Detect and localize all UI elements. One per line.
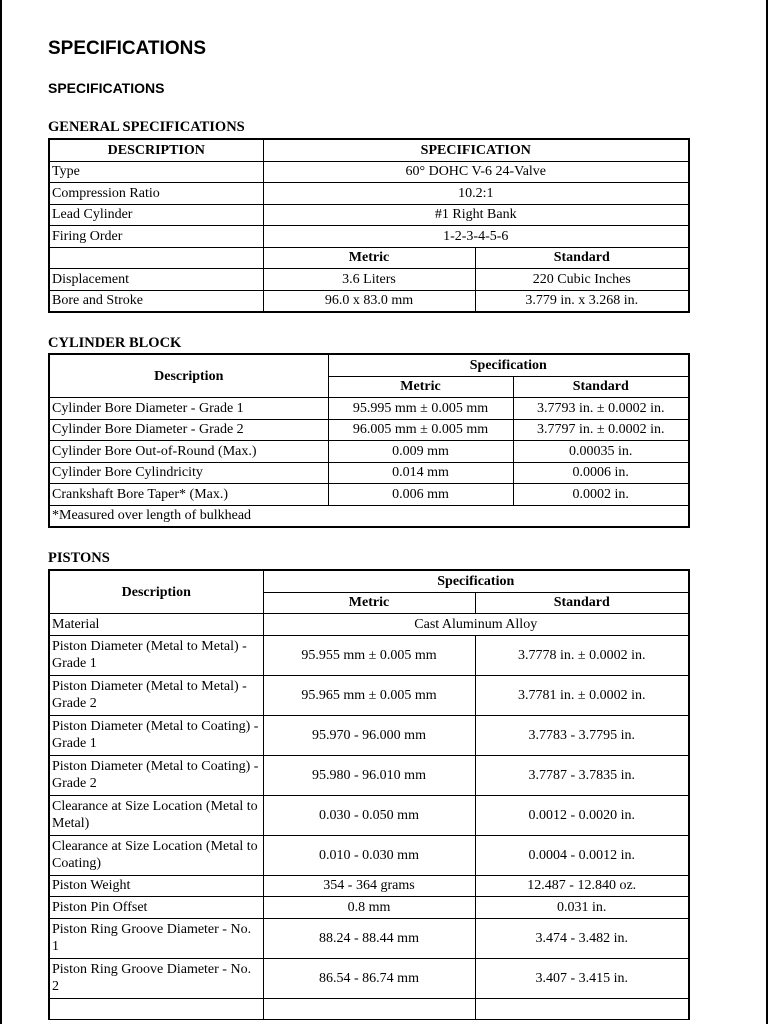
standard-value: 3.7778 in. ± 0.0002 in.	[475, 635, 689, 675]
row-value: 1-2-3-4-5-6	[263, 226, 689, 248]
metric-value: 0.009 mm	[328, 441, 513, 463]
table-row	[49, 635, 689, 675]
table-row	[49, 715, 689, 755]
table-row	[49, 918, 689, 958]
table-row	[49, 675, 689, 715]
empty-cell	[49, 998, 263, 1020]
row-label: Piston Pin Offset	[49, 897, 263, 919]
standard-value: 0.0004 - 0.0012 in.	[475, 835, 689, 875]
row-label: Bore and Stroke	[49, 290, 263, 312]
standard-value: 3.7783 - 3.7795 in.	[475, 715, 689, 755]
table-row	[49, 462, 689, 484]
standard-value: 3.7793 in. ± 0.0002 in.	[513, 398, 689, 420]
cylinder-block-heading: CYLINDER BLOCK	[48, 335, 182, 351]
column-header-standard: Standard	[513, 376, 689, 398]
metric-value: 96.005 mm ± 0.005 mm	[328, 419, 513, 441]
row-label: Cylinder Bore Diameter - Grade 2	[49, 419, 328, 441]
table-row	[49, 269, 689, 291]
column-header-specification: Specification	[263, 570, 689, 592]
empty-cell	[49, 247, 263, 269]
standard-value: 0.0006 in.	[513, 462, 689, 484]
column-header-metric: Metric	[263, 592, 475, 614]
row-label: Cylinder Bore Out-of-Round (Max.)	[49, 441, 328, 463]
empty-cell	[475, 998, 689, 1020]
metric-value: 86.54 - 86.74 mm	[263, 958, 475, 998]
footnote: *Measured over length of bulkhead	[49, 505, 689, 527]
table-row	[49, 755, 689, 795]
general-specifications-heading: GENERAL SPECIFICATIONS	[48, 119, 245, 135]
metric-value: 354 - 364 grams	[263, 875, 475, 897]
column-header-description: DESCRIPTION	[49, 139, 263, 161]
table-row	[49, 398, 689, 420]
table-row	[49, 614, 689, 636]
metric-value: 3.6 Liters	[263, 269, 475, 291]
empty-cell	[263, 998, 475, 1020]
row-value: 60° DOHC V-6 24-Valve	[263, 161, 689, 183]
standard-value: 0.031 in.	[475, 897, 689, 919]
metric-value: 95.965 mm ± 0.005 mm	[263, 675, 475, 715]
row-label: Piston Diameter (Metal to Metal) - Grade 2	[49, 675, 263, 715]
row-label: Piston Diameter (Metal to Coating) - Grade 2	[49, 755, 263, 795]
row-label: Piston Ring Groove Diameter - No. 1	[49, 918, 263, 958]
standard-value: 3.779 in. x 3.268 in.	[475, 290, 689, 312]
general-specifications-table	[48, 138, 690, 313]
column-header-standard: Standard	[475, 592, 689, 614]
column-header-metric: Metric	[328, 376, 513, 398]
column-header-description: Description	[49, 354, 328, 398]
column-header-specification: SPECIFICATION	[263, 139, 689, 161]
standard-value: 0.0002 in.	[513, 484, 689, 506]
row-label: Crankshaft Bore Taper* (Max.)	[49, 484, 328, 506]
row-label: Clearance at Size Location (Metal to Metal)	[49, 795, 263, 835]
cylinder-block-table	[48, 353, 690, 528]
metric-value: 0.014 mm	[328, 462, 513, 484]
column-header-standard: Standard	[475, 247, 689, 269]
row-label: Type	[49, 161, 263, 183]
table-row	[49, 441, 689, 463]
standard-value: 3.407 - 3.415 in.	[475, 958, 689, 998]
table-row	[49, 835, 689, 875]
row-label: Clearance at Size Location (Metal to Coating)	[49, 835, 263, 875]
row-label: Piston Diameter (Metal to Coating) - Grade 1	[49, 715, 263, 755]
row-label: Piston Weight	[49, 875, 263, 897]
metric-value: 88.24 - 88.44 mm	[263, 918, 475, 958]
table-row	[49, 204, 689, 226]
table-row	[49, 226, 689, 248]
metric-value: 95.980 - 96.010 mm	[263, 755, 475, 795]
table-row	[49, 484, 689, 506]
metric-value: 0.010 - 0.030 mm	[263, 835, 475, 875]
pistons-heading: PISTONS	[48, 550, 110, 566]
standard-value: 220 Cubic Inches	[475, 269, 689, 291]
pistons-table	[48, 569, 690, 1020]
metric-value: 0.030 - 0.050 mm	[263, 795, 475, 835]
standard-value: 3.7787 - 3.7835 in.	[475, 755, 689, 795]
row-label: Lead Cylinder	[49, 204, 263, 226]
table-row	[49, 958, 689, 998]
page-title: SPECIFICATIONS	[48, 38, 206, 59]
table-row	[49, 419, 689, 441]
row-label: Material	[49, 614, 263, 636]
metric-value: 0.006 mm	[328, 484, 513, 506]
table-row	[49, 161, 689, 183]
standard-value: 0.00035 in.	[513, 441, 689, 463]
page-left-border	[0, 0, 2, 1024]
row-value: Cast Aluminum Alloy	[263, 614, 689, 636]
metric-value: 95.995 mm ± 0.005 mm	[328, 398, 513, 420]
row-label: Firing Order	[49, 226, 263, 248]
row-label: Cylinder Bore Cylindricity	[49, 462, 328, 484]
column-header-metric: Metric	[263, 247, 475, 269]
table-row	[49, 795, 689, 835]
table-row	[49, 875, 689, 897]
standard-value: 12.487 - 12.840 oz.	[475, 875, 689, 897]
column-header-specification: Specification	[328, 354, 689, 376]
table-row	[49, 290, 689, 312]
metric-value: 0.8 mm	[263, 897, 475, 919]
table-row	[49, 897, 689, 919]
table-row	[49, 183, 689, 205]
standard-value: 3.474 - 3.482 in.	[475, 918, 689, 958]
metric-value: 95.970 - 96.000 mm	[263, 715, 475, 755]
column-header-description: Description	[49, 570, 263, 614]
row-label: Displacement	[49, 269, 263, 291]
row-label: Cylinder Bore Diameter - Grade 1	[49, 398, 328, 420]
row-label: Piston Ring Groove Diameter - No. 2	[49, 958, 263, 998]
row-value: 10.2:1	[263, 183, 689, 205]
page-subtitle: SPECIFICATIONS	[48, 80, 165, 96]
metric-value: 95.955 mm ± 0.005 mm	[263, 635, 475, 675]
standard-value: 3.7797 in. ± 0.0002 in.	[513, 419, 689, 441]
row-label: Piston Diameter (Metal to Metal) - Grade 1	[49, 635, 263, 675]
standard-value: 0.0012 - 0.0020 in.	[475, 795, 689, 835]
standard-value: 3.7781 in. ± 0.0002 in.	[475, 675, 689, 715]
row-label: Compression Ratio	[49, 183, 263, 205]
row-value: #1 Right Bank	[263, 204, 689, 226]
metric-value: 96.0 x 83.0 mm	[263, 290, 475, 312]
table-row	[49, 998, 689, 1020]
